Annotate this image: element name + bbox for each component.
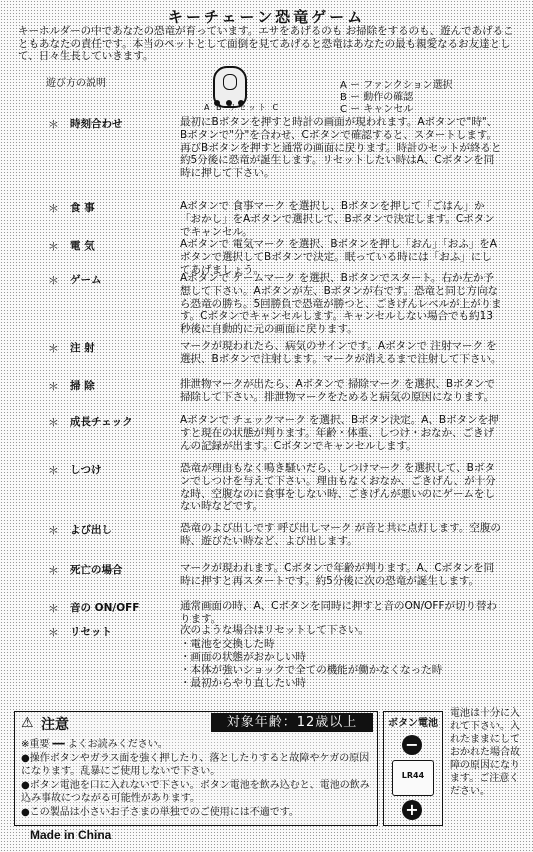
section-label: 音の ON/OFF bbox=[70, 602, 140, 614]
section-text: 通常画面の時、A、Cボタンを同時に押すと音のON/OFFが切り替わります。 bbox=[180, 600, 498, 625]
section-label: 食 事 bbox=[70, 202, 95, 214]
section-label: ゲーム bbox=[70, 274, 102, 286]
bullet: ＊ bbox=[48, 464, 59, 477]
battery-title: ボタン電池 bbox=[388, 718, 438, 729]
section-text: Aボタンで ゲームマーク を選択、Bボタンでスタート。右か左か予想して下さい。Aボタンが左、Bボタンが右です。恐竜と同じ方向なら恐竜の勝ち。5回勝負で恐竜が勝つと、ごきげんレベルが上がります。Cボタンでキャンセルします。キャンセルしない場合でも約13秒後に自動的に元の画面に戻ります。 bbox=[180, 272, 502, 336]
warning-line: ●操作ボタンやガラス面を強く押したり、落としたりすると故障やケガの原因になります。乱暴にご使用しないで下さい。 bbox=[21, 752, 370, 777]
warning-lines bbox=[21, 738, 373, 819]
section-text: Aボタンで チェックマーク を選択、Bボタン決定。A、Bボタンを押すと現在の状態が判ります。年齢・体重、しつけ・おなか、ごきげんの記録が出ます。Cボタンでキャンセルします。 bbox=[180, 414, 499, 452]
minus-icon: − bbox=[402, 735, 422, 755]
section-label: 注 射 bbox=[70, 342, 95, 354]
list-item: ・電池を交換した時 bbox=[180, 638, 275, 650]
bullet: ＊ bbox=[48, 342, 59, 355]
made-in-label: Made in China bbox=[30, 828, 112, 842]
intro-text: キーホルダーの中であなたの恐竜が育っています。エサをあげるのも お掃除をするのも、遊んであげることもあなたの責任です。本当のペットとして面倒を見てあげると恐竜はあなたの最も親愛なるお友達として、日々生長していきます。 bbox=[18, 25, 514, 62]
section-label: よび出し bbox=[70, 524, 112, 536]
section-text: 次のような場合はリセットして下さい。 bbox=[180, 624, 369, 636]
bullet: ＊ bbox=[48, 118, 59, 131]
section-text: Aボタンで 電気マーク を選択、Bボタンを押し「おん」「おふ」をAボタンで選択してBボタンで決定。眠っている時には「おふ」にしてあげましょう。 bbox=[180, 238, 497, 276]
bullet: ＊ bbox=[48, 202, 59, 215]
button-labels: A B リセット C bbox=[204, 103, 281, 112]
section-label: 成長チェック bbox=[70, 416, 133, 428]
section-label: 電 気 bbox=[70, 240, 95, 252]
bullet: ＊ bbox=[48, 626, 59, 639]
section-text: マークが現われたら、病気のサインです。Aボタンで 注射マーク を選択、Bボタンで注射します。マークが消えるまで注射して下さい。 bbox=[180, 340, 502, 365]
section-label: しつけ bbox=[70, 464, 102, 476]
warning-line: ●ボタン電池を口に入れないで下さい。ボタン電池を飲み込むと、電池の飲み込み事故につながる可能性があります。 bbox=[21, 779, 370, 804]
section-text: Aボタンで 食事マーク を選択し、Bボタンを押して「ごはん」か「おかし」をAボタンで選択して、Bボタンで決定します。Cボタンでキャンセル。 bbox=[180, 200, 495, 238]
battery-cell-icon bbox=[392, 760, 434, 796]
bullet: ＊ bbox=[48, 524, 59, 537]
warning-title: 注意 bbox=[41, 717, 69, 733]
key-a: A ー ファンクション選択 bbox=[340, 80, 453, 91]
bullet: ＊ bbox=[48, 416, 59, 429]
key-b: B ー 動作の確認 bbox=[340, 92, 414, 103]
section-text: 排泄物マークが出たら、Aボタンで 掃除マーク を選択、Bボタンで掃除して下さい。排泄物マークをためると病気の原因になります。 bbox=[180, 378, 496, 403]
section-label: 時刻合わせ bbox=[70, 118, 123, 130]
key-legend bbox=[340, 80, 525, 116]
bullet: ＊ bbox=[48, 380, 59, 393]
battery-box bbox=[383, 711, 443, 826]
section-text: マークが現われます。Cボタンで年齢が判ります。A、Cボタンを同時に押すと再スタートです。約5分後に次の恐竜が誕生します。 bbox=[180, 562, 495, 587]
screen-icon bbox=[223, 74, 237, 90]
list-item: ・本体が強いショックで全ての機能が働かなくなった時 bbox=[180, 664, 443, 676]
warning-line: ※重要 ━━ よくお読みください。 bbox=[21, 739, 168, 750]
battery-type: LR44 bbox=[401, 771, 425, 780]
section-text: 最初にBボタンを押すと時計の画面が現われます。Aボタンで"時"、Bボタンで"分"を合わせ、Cボタンで確認すると、スタートします。再びBボタンを押すと通常の画面に戻ります。時計のセットが終ると約5分後に恐竜が誕生します。リセットしたい時はA、Cボタンを同時に押して下さい。 bbox=[180, 116, 502, 180]
section-text: 恐竜が理由もなく鳴き騒いだら、しつけマーク を選択して、Bボタンでしつけを与えて下さい。理由もなくおなか、ごきげん、が十分な時、空腹なのに食事をしない時、ごきげんが悪いのにゲームをしない時などです。 bbox=[180, 462, 496, 513]
page-title: キーチェーン恐竜ゲーム bbox=[167, 8, 366, 26]
section-text: 恐竜のよび出しです 呼び出しマーク が音と共に点灯します。空腹の時、遊びたい時など、よび出します。 bbox=[180, 522, 501, 547]
list-item: ・画面の状態がおかしい時 bbox=[180, 651, 306, 663]
bullet: ＊ bbox=[48, 602, 59, 615]
plus-icon: + bbox=[402, 800, 422, 820]
bullet: ＊ bbox=[48, 274, 59, 287]
list-item: ・最初からやり直したい時 bbox=[180, 677, 306, 689]
section-label: 死亡の場合 bbox=[70, 564, 123, 576]
battery-note: 電池は十分に入れて下さい。入れたままにしておかれた場合故障の原因になります。ご注意ください。 bbox=[450, 708, 520, 797]
bullet: ＊ bbox=[48, 564, 59, 577]
warning-header bbox=[15, 712, 377, 734]
bullet: ＊ bbox=[48, 240, 59, 253]
section-label: リセット bbox=[70, 626, 112, 638]
key-c: C ー キャンセル bbox=[340, 104, 414, 115]
age-badge: 対象年齢：12歳以上 bbox=[211, 713, 373, 732]
warning-triangle-icon: ⚠ bbox=[21, 715, 34, 731]
reset-list bbox=[180, 638, 502, 690]
warning-line: ●この製品は小さいお子さまの単独でのご使用には不適です。 bbox=[21, 806, 299, 818]
warning-box bbox=[14, 711, 378, 826]
section-label: 掃 除 bbox=[70, 380, 95, 392]
howto-title: 遊び方の説明 bbox=[46, 78, 106, 89]
